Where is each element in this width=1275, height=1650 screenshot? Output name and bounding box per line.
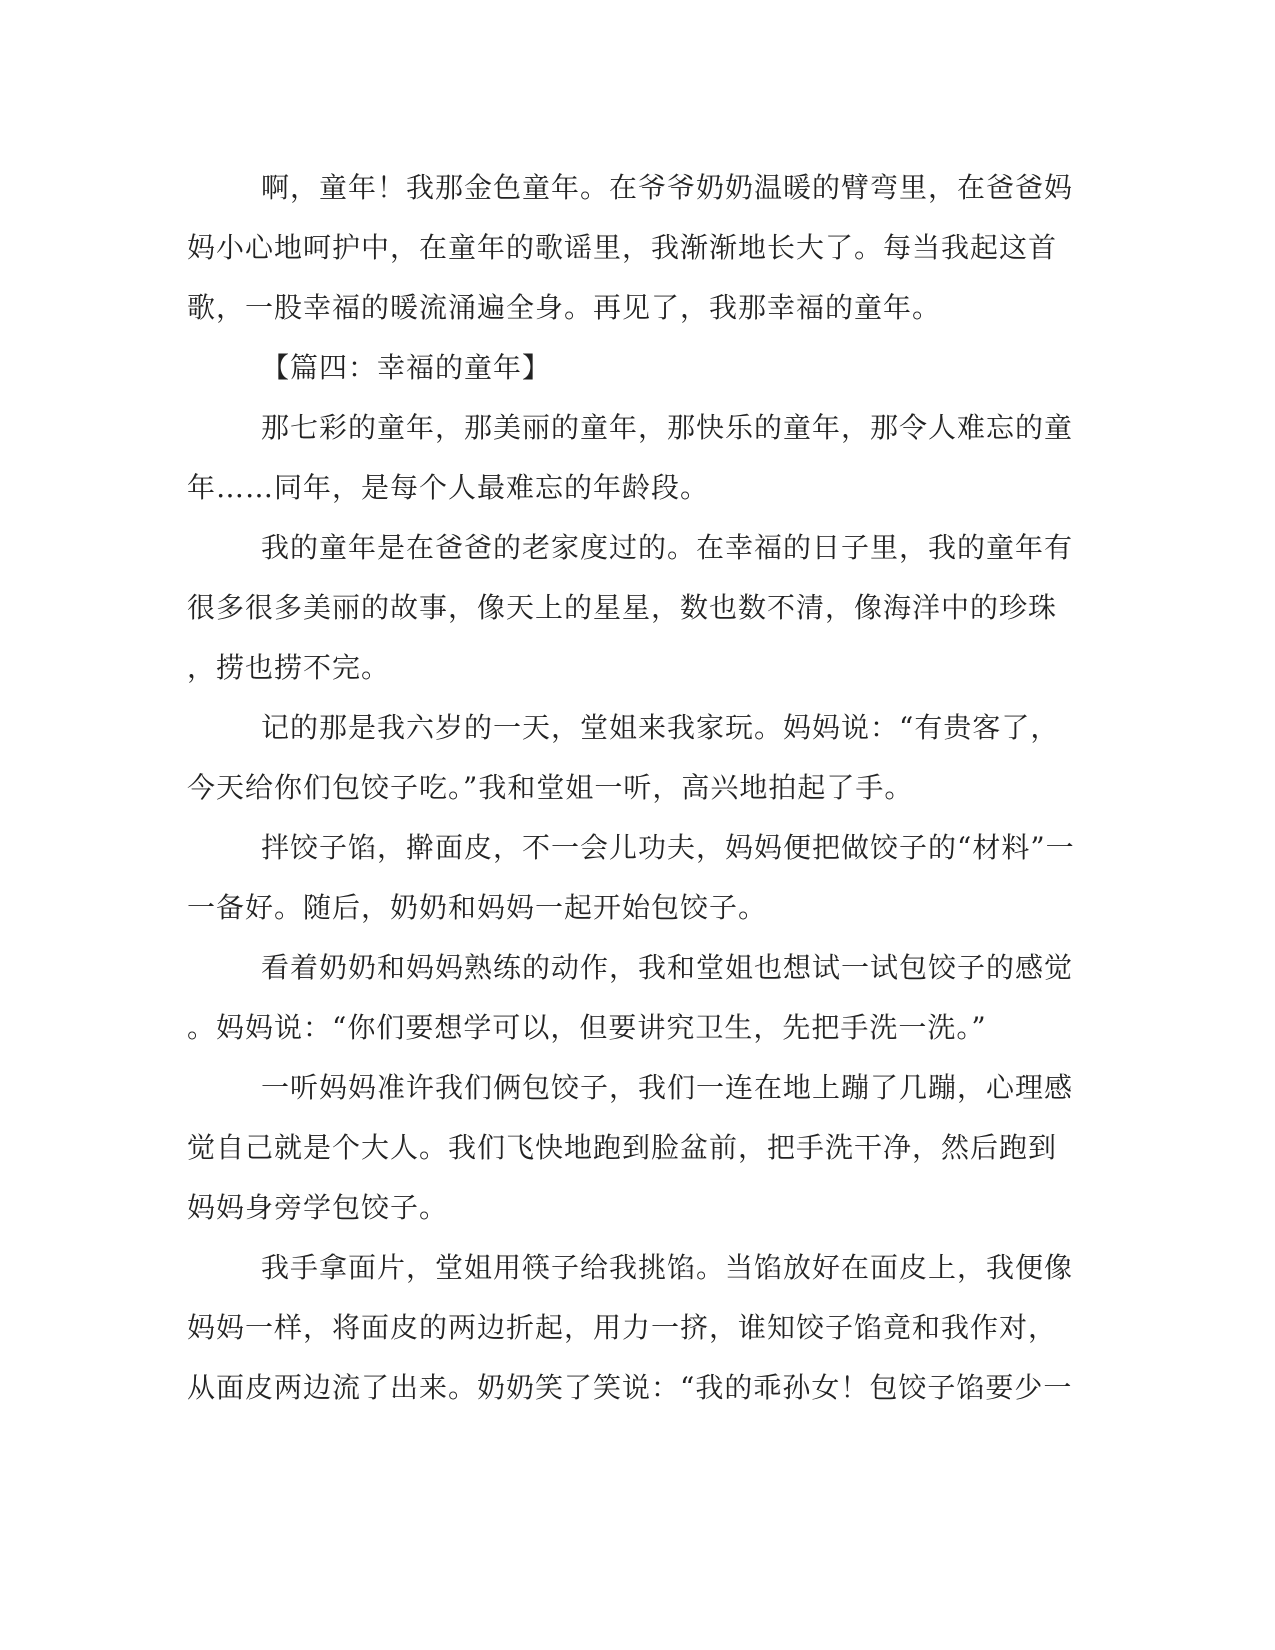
text-line: 拌饺子馅，擀面皮，不一会儿功夫，妈妈便把做饺子的“材料”一 bbox=[261, 831, 1075, 864]
text-line: ，捞也捞不完。 bbox=[187, 651, 391, 684]
text-line: 妈小心地呵护中，在童年的歌谣里，我渐渐地长大了。每当我起这首 bbox=[187, 231, 1058, 264]
text-line: 啊，童年！我那金色童年。在爷爷奶奶温暖的臂弯里，在爸爸妈 bbox=[261, 171, 1074, 204]
text-line: 一听妈妈准许我们俩包饺子，我们一连在地上蹦了几蹦，心理感 bbox=[261, 1071, 1074, 1104]
text-line: 我手拿面片，堂姐用筷子给我挑馅。当馅放好在面皮上，我便像 bbox=[261, 1251, 1074, 1284]
text-line: 年……同年，是每个人最难忘的年龄段。 bbox=[187, 471, 710, 504]
text-line: 我的童年是在爸爸的老家度过的。在幸福的日子里，我的童年有 bbox=[261, 531, 1074, 564]
text-line: 从面皮两边流了出来。奶奶笑了笑说：“我的乖孙女！包饺子馅要少一 bbox=[187, 1371, 1073, 1404]
section-heading: 【篇四：幸福的童年】 bbox=[261, 351, 552, 384]
text-line: 妈妈身旁学包饺子。 bbox=[187, 1191, 449, 1224]
text-line: 那七彩的童年，那美丽的童年，那快乐的童年，那令人难忘的童 bbox=[261, 411, 1074, 444]
text-line: 今天给你们包饺子吃。”我和堂姐一听，高兴地拍起了手。 bbox=[187, 771, 914, 804]
text-line: 很多很多美丽的故事，像天上的星星，数也数不清，像海洋中的珍珠 bbox=[187, 591, 1058, 624]
text-line: 记的那是我六岁的一天，堂姐来我家玩。妈妈说：“有贵客了， bbox=[261, 711, 1060, 744]
text-line: 。妈妈说：“你们要想学可以，但要讲究卫生，先把手洗一洗。” bbox=[187, 1011, 987, 1044]
text-line: 看着奶奶和妈妈熟练的动作，我和堂姐也想试一试包饺子的感觉 bbox=[261, 951, 1074, 984]
text-line: 觉自己就是个大人。我们飞快地跑到脸盆前，把手洗干净，然后跑到 bbox=[187, 1131, 1058, 1164]
text-line: 歌，一股幸福的暖流涌遍全身。再见了，我那幸福的童年。 bbox=[187, 291, 942, 324]
document-body bbox=[187, 158, 1075, 1418]
text-line: 一备好。随后，奶奶和妈妈一起开始包饺子。 bbox=[187, 891, 768, 924]
text-line: 妈妈一样，将面皮的两边折起，用力一挤，谁知饺子馅竟和我作对， bbox=[187, 1311, 1058, 1344]
